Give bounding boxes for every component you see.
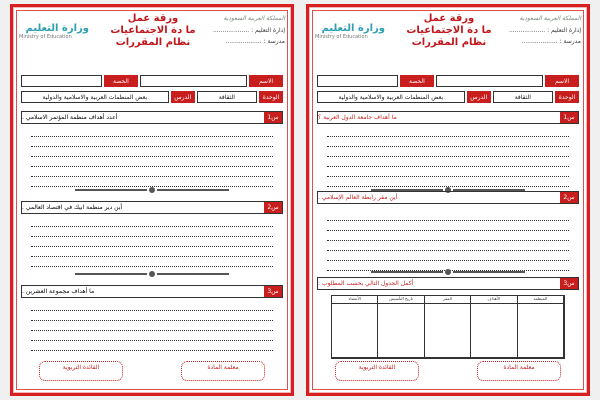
sheet-title <box>397 13 501 49</box>
title-line-1: ورقة عمل <box>423 13 475 24</box>
name-row <box>317 75 579 87</box>
name-label: الاسم <box>249 75 283 87</box>
sheet-title <box>101 13 205 49</box>
ministry-logo <box>19 23 89 40</box>
table-header: المنظمة <box>518 296 564 304</box>
question-2 <box>21 201 283 214</box>
answer-lines-3[interactable] <box>31 301 273 351</box>
school-info <box>207 15 285 45</box>
question-number: س1 <box>264 112 282 123</box>
table-cell[interactable] <box>471 304 517 358</box>
name-field[interactable] <box>140 75 247 87</box>
title-line-1: ورقة عمل <box>127 13 179 24</box>
leader-signature: القائدة التربوية <box>39 361 123 381</box>
question-text: ما أهداف جامعة الدول العربية ؟ <box>318 114 397 121</box>
divider-ornament <box>369 267 527 277</box>
table-cell[interactable] <box>332 304 378 358</box>
question-3 <box>21 285 283 298</box>
unit-label: الوحدة <box>555 91 579 103</box>
question-text: ما أهداف مجموعة العشرين . <box>22 288 95 295</box>
divider-ornament <box>73 269 231 279</box>
ministry-name-en: Ministry of Education <box>315 34 368 40</box>
name-row <box>21 75 283 87</box>
sheet-header <box>309 11 587 65</box>
school-label: مدرسة : ................... <box>225 38 285 45</box>
table-header: الأهداف <box>471 296 517 304</box>
unit-label: الوحدة <box>259 91 283 103</box>
lesson-value: بعض المنظمات العربية والاسلامية والدولية <box>317 91 465 103</box>
class-field[interactable] <box>21 75 102 87</box>
ministry-name: وزارة التعليم <box>25 23 89 34</box>
topic-value: الثقافة <box>493 91 553 103</box>
table-header: الأعضاء <box>332 296 378 304</box>
question-text: أين دير منظمة ابيك في اقتصاد العالمي . <box>22 204 123 211</box>
question-number: س1 <box>560 112 578 123</box>
question-1 <box>317 111 579 124</box>
teacher-signature: معلمة المادة <box>477 361 561 381</box>
answer-lines-2[interactable] <box>31 217 273 267</box>
lesson-row <box>21 91 283 103</box>
question-number: س2 <box>560 192 578 203</box>
lesson-row <box>317 91 579 103</box>
sheet-header <box>13 11 291 65</box>
school-info <box>503 15 581 45</box>
answer-lines-1[interactable] <box>327 127 569 187</box>
answer-table <box>331 295 565 359</box>
question-number: س2 <box>264 202 282 213</box>
table-cell[interactable] <box>425 304 471 358</box>
answer-lines-1[interactable] <box>31 127 273 187</box>
ministry-logo <box>315 23 385 40</box>
name-label: الاسم <box>545 75 579 87</box>
kingdom-label: المملكة العربية السعودية <box>223 15 285 22</box>
question-3 <box>317 277 579 290</box>
title-line-2: ما دة الاجتماعيات <box>110 25 196 36</box>
answer-lines-2[interactable] <box>327 211 569 271</box>
question-text: أعدد أهداف منظمة المؤتمر الاسلامي . <box>22 114 118 121</box>
question-text: أين مقر رابطة العالم الإسلامي . <box>318 194 398 201</box>
name-field[interactable] <box>436 75 543 87</box>
leader-signature: القائدة التربوية <box>335 361 419 381</box>
class-label: الحصة <box>400 75 434 87</box>
table-header: تاريخ التأسيس <box>378 296 424 304</box>
ministry-name-en: Ministry of Education <box>19 34 72 40</box>
kingdom-label: المملكة العربية السعودية <box>519 15 581 22</box>
question-number: س3 <box>560 278 578 289</box>
lesson-value: بعض المنظمات العربية والاسلامية والدولية <box>21 91 169 103</box>
topic-value: الثقافة <box>197 91 257 103</box>
teacher-signature: معلمة المادة <box>181 361 265 381</box>
admin-label: إدارة التعليم : ................... <box>212 27 285 34</box>
title-line-3: نظام المقررات <box>411 37 487 48</box>
divider-ornament <box>73 185 231 195</box>
admin-label: إدارة التعليم : ................... <box>508 27 581 34</box>
question-1 <box>21 111 283 124</box>
title-line-3: نظام المقررات <box>115 37 191 48</box>
lesson-label: الدرس <box>171 91 195 103</box>
question-number: س3 <box>264 286 282 297</box>
class-label: الحصة <box>104 75 138 87</box>
school-label: مدرسة : ................... <box>521 38 581 45</box>
question-2 <box>317 191 579 204</box>
table-cell[interactable] <box>518 304 564 358</box>
class-field[interactable] <box>317 75 398 87</box>
table-cell[interactable] <box>378 304 424 358</box>
title-line-2: ما دة الاجتماعيات <box>406 25 492 36</box>
question-text: أكمل الجدول التالي بحسب المطلوب : <box>318 280 414 287</box>
worksheet-left <box>10 4 294 396</box>
lesson-label: الدرس <box>467 91 491 103</box>
worksheet-right <box>306 4 590 396</box>
ministry-name: وزارة التعليم <box>321 23 385 34</box>
table-header: المقر <box>425 296 471 304</box>
